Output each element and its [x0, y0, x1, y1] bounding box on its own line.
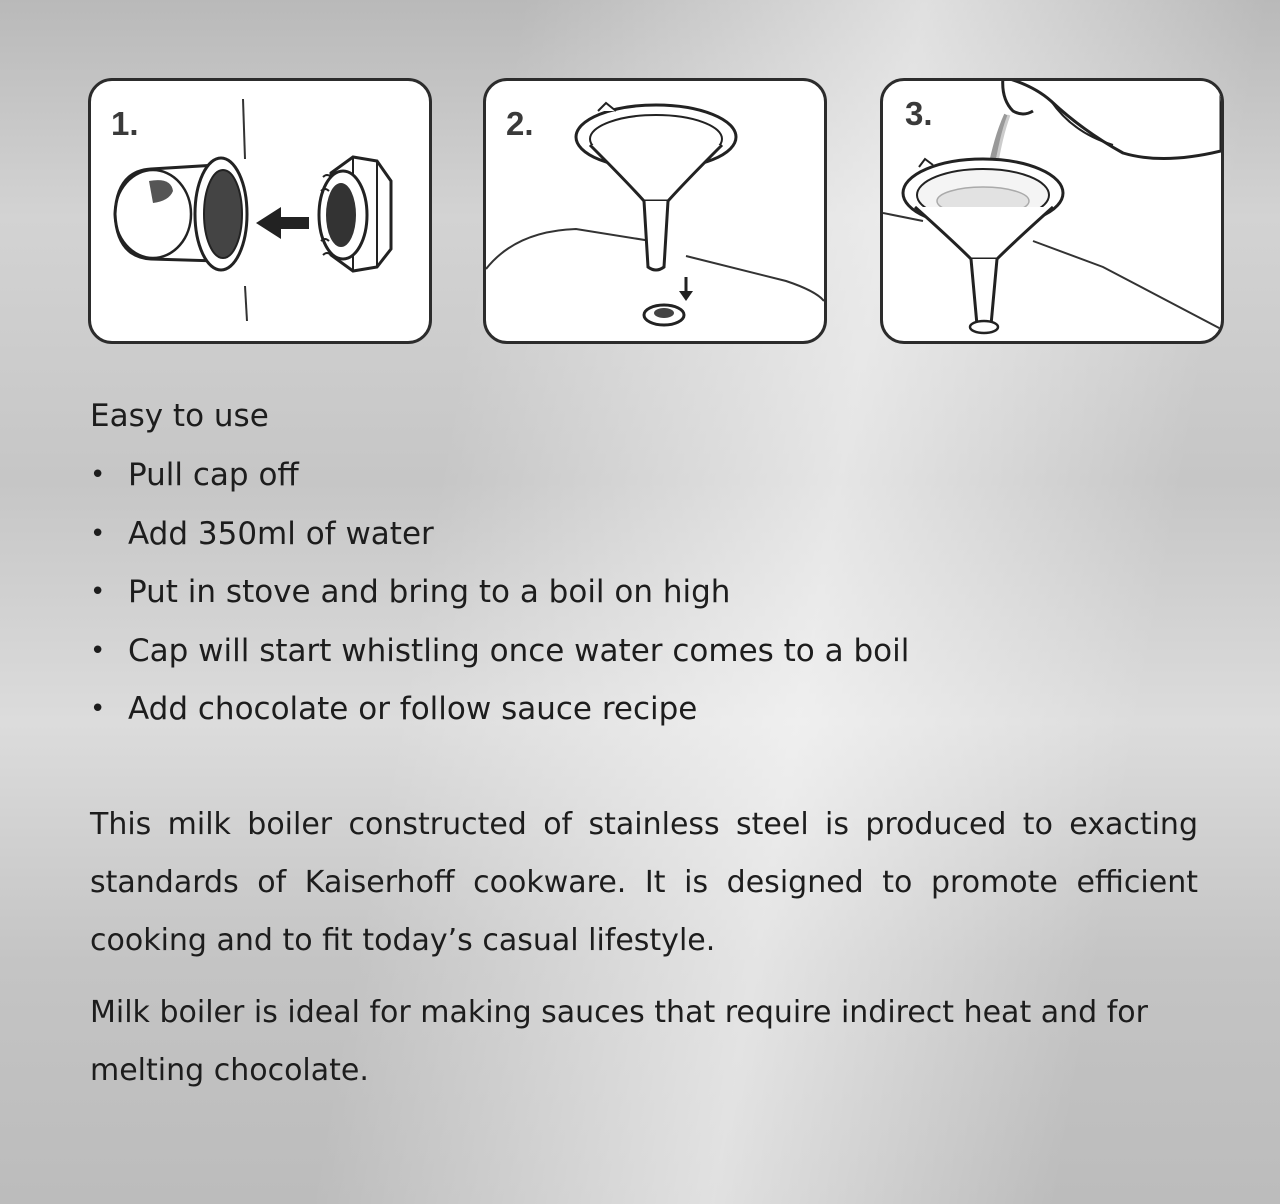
- description-paragraph-2: Milk boiler is ideal for making sauces that require indirect heat and for melting chocolate.: [90, 995, 1148, 1088]
- list-item-text: Cap will start whistling once water comes to a boil: [128, 632, 910, 669]
- cap-removal-illustration: [91, 81, 429, 341]
- bullet-icon: •: [90, 577, 106, 607]
- step-1-panel: [88, 78, 432, 344]
- instructions-list: [90, 446, 1190, 739]
- description-paragraph-1: This milk boiler constructed of stainless steel is produced to exacting standards of Kaiserhoff cookware. It is designed to promote efficient cooking and to fit today’s casual lifestyle.: [90, 807, 1198, 958]
- step-3-number: 3.: [905, 95, 933, 132]
- bullet-icon: •: [90, 635, 106, 666]
- list-item: [90, 505, 1190, 564]
- instructions-heading: Easy to use: [90, 398, 269, 434]
- bullet-icon: •: [90, 694, 106, 724]
- bullet-icon: •: [90, 518, 106, 549]
- step-2-panel: [483, 78, 827, 344]
- list-item-text: Pull cap off: [128, 457, 299, 493]
- step-2-number: 2.: [506, 105, 534, 142]
- list-item-text: Put in stove and bring to a boil on high: [128, 574, 731, 610]
- funnel-placement-illustration: [486, 81, 824, 341]
- list-item-text: Add 350ml of water: [128, 515, 434, 552]
- list-item: [90, 563, 1190, 622]
- water-pouring-illustration: [883, 81, 1221, 341]
- step-3-panel: [880, 78, 1224, 344]
- step-1-number: 1.: [111, 105, 139, 142]
- bullet-icon: •: [90, 460, 106, 490]
- list-item-text: Add chocolate or follow sauce recipe: [128, 691, 698, 727]
- list-item: [90, 680, 1190, 739]
- list-item: [90, 622, 1190, 681]
- list-item: [90, 446, 1190, 505]
